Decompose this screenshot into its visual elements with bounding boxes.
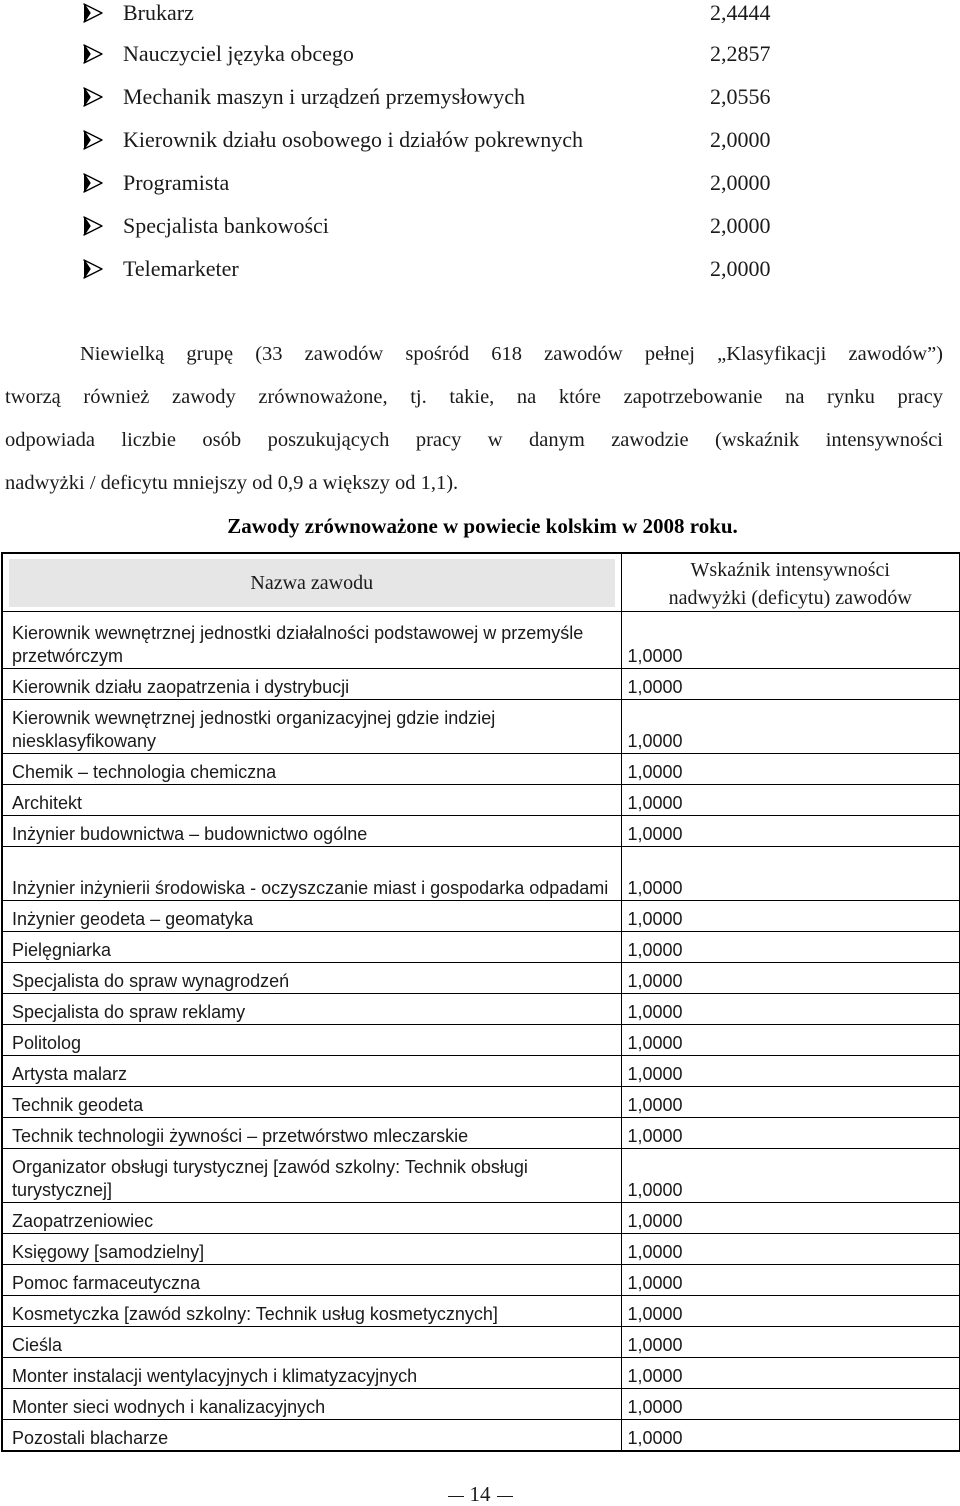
occupation-name-cell: Specjalista do spraw reklamy	[2, 994, 621, 1025]
list-item	[0, 0, 960, 30]
arrow-bullet-icon	[82, 259, 104, 279]
table-row	[2, 1358, 960, 1389]
occupation-index-cell: 1,0000	[621, 1265, 960, 1296]
occupation-name-cell: Inżynier budownictwa – budownictwo ogólne	[2, 816, 621, 847]
table-row	[2, 754, 960, 785]
paragraph-line: tworzą również zawody zrównoważone, tj. takie, na które zapotrzebowanie na rynku pracy	[5, 386, 943, 408]
occupation-index-cell: 1,0000	[621, 932, 960, 963]
occupations-table	[1, 552, 960, 1452]
table-row	[2, 1265, 960, 1296]
table-row	[2, 1234, 960, 1265]
table-row	[2, 785, 960, 816]
occupation-index-cell: 1,0000	[621, 1118, 960, 1149]
occupation-name-cell: Architekt	[2, 785, 621, 816]
table-header-row	[2, 553, 960, 612]
table-row	[2, 994, 960, 1025]
table-row	[2, 1025, 960, 1056]
list-item	[0, 170, 960, 200]
occupation-name-cell: Kierownik działu zaopatrzenia i dystrybucji	[2, 669, 621, 700]
list-item	[0, 256, 960, 286]
table-row	[2, 1296, 960, 1327]
occupation-name: Mechanik maszyn i urządzeń przemysłowych	[123, 84, 525, 109]
occupation-index-cell: 1,0000	[621, 901, 960, 932]
occupation-index-cell: 1,0000	[621, 785, 960, 816]
table-row	[2, 847, 960, 901]
occupation-name-cell: Kierownik wewnętrznej jednostki działalności podstawowej w przemyśle przetwórczym	[2, 612, 621, 669]
occupation-name-cell: Inżynier inżynierii środowiska - oczyszczanie miast i gospodarka odpadami	[2, 847, 621, 901]
column-header-name-text: Nazwa zawodu	[9, 559, 615, 607]
body-paragraph	[5, 333, 943, 505]
occupation-index: 2,0000	[710, 256, 771, 281]
list-item	[0, 41, 960, 71]
occupation-name-cell: Zaopatrzeniowiec	[2, 1203, 621, 1234]
occupation-index-cell: 1,0000	[621, 1327, 960, 1358]
occupation-name-cell: Monter instalacji wentylacyjnych i klimatyzacyjnych	[2, 1358, 621, 1389]
table-row	[2, 1087, 960, 1118]
occupation-name: Specjalista bankowości	[123, 213, 329, 238]
occupation-name-cell: Pomoc farmaceutyczna	[2, 1265, 621, 1296]
occupation-name-cell: Specjalista do spraw wynagrodzeń	[2, 963, 621, 994]
occupation-index-cell: 1,0000	[621, 612, 960, 669]
occupation-index-cell: 1,0000	[621, 1149, 960, 1203]
occupation-index-cell: 1,0000	[621, 1087, 960, 1118]
occupation-index-cell: 1,0000	[621, 669, 960, 700]
table-row	[2, 1056, 960, 1087]
occupation-name-cell: Politolog	[2, 1025, 621, 1056]
table-row	[2, 1327, 960, 1358]
occupation-index-cell: 1,0000	[621, 1389, 960, 1420]
occupation-index: 2,0000	[710, 127, 771, 152]
table-row	[2, 901, 960, 932]
table-row	[2, 1389, 960, 1420]
occupation-index: 2,2857	[710, 41, 771, 66]
paragraph-line: odpowiada liczbie osób poszukujących pracy w danym zawodzie (wskaźnik intensywności	[5, 429, 943, 451]
table-title	[0, 511, 960, 541]
arrow-bullet-icon	[82, 3, 104, 23]
occupation-name-cell: Pozostali blacharze	[2, 1420, 621, 1452]
occupation-name-cell: Kosmetyczka [zawód szkolny: Technik usług kosmetycznych]	[2, 1296, 621, 1327]
column-header-name	[2, 553, 621, 612]
arrow-bullet-icon	[82, 130, 104, 150]
occupation-index-cell: 1,0000	[621, 847, 960, 901]
occupation-name-cell: Monter sieci wodnych i kanalizacyjnych	[2, 1389, 621, 1420]
occupation-index-cell: 1,0000	[621, 963, 960, 994]
arrow-bullet-icon	[82, 87, 104, 107]
page-number-text: 14	[469, 1482, 491, 1506]
arrow-bullet-icon	[82, 216, 104, 236]
occupation-index-cell: 1,0000	[621, 754, 960, 785]
occupation-name-cell: Organizator obsługi turystycznej [zawód szkolny: Technik obsługi turystycznej]	[2, 1149, 621, 1203]
table-row	[2, 1203, 960, 1234]
occupation-name-cell: Chemik – technologia chemiczna	[2, 754, 621, 785]
occupation-index-cell: 1,0000	[621, 816, 960, 847]
occupation-name: Telemarketer	[123, 256, 239, 281]
occupation-index: 2,0000	[710, 213, 771, 238]
occupation-name-cell: Cieśla	[2, 1327, 621, 1358]
occupation-index-cell: 1,0000	[621, 1296, 960, 1327]
occupation-index-cell: 1,0000	[621, 1025, 960, 1056]
table-row	[2, 1118, 960, 1149]
occupation-index-cell: 1,0000	[621, 1234, 960, 1265]
page-number-dash-right	[497, 1496, 513, 1497]
table-row	[2, 612, 960, 669]
list-item	[0, 127, 960, 157]
occupation-name-cell: Inżynier geodeta – geomatyka	[2, 901, 621, 932]
list-item	[0, 84, 960, 114]
paragraph-line: Niewielką grupę (33 zawodów spośród 618 zawodów pełnej „Klasyfikacji zawodów”)	[80, 343, 943, 365]
occupation-name: Kierownik działu osobowego i działów pokrewnych	[123, 127, 584, 152]
arrow-bullet-icon	[82, 44, 104, 64]
table-row	[2, 1420, 960, 1452]
occupation-name: Programista	[123, 170, 230, 195]
table-row	[2, 700, 960, 754]
arrow-bullet-icon	[82, 173, 104, 193]
column-header-value	[621, 553, 960, 612]
occupation-name-cell: Pielęgniarka	[2, 932, 621, 963]
page-number-dash-left	[448, 1496, 464, 1497]
occupation-name-cell: Technik technologii żywności – przetwórstwo mleczarskie	[2, 1118, 621, 1149]
occupation-index: 2,0556	[710, 84, 771, 109]
occupation-name: Brukarz	[123, 0, 194, 25]
occupation-index-cell: 1,0000	[621, 700, 960, 754]
column-header-value-line2: nadwyżki (deficytu) zawodów	[668, 586, 912, 609]
occupation-index: 2,4444	[710, 0, 771, 25]
table-row	[2, 1149, 960, 1203]
occupation-name-cell: Technik geodeta	[2, 1087, 621, 1118]
table-row	[2, 963, 960, 994]
occupation-index-cell: 1,0000	[621, 1203, 960, 1234]
table-title-text: Zawody zrównoważone w powiecie kolskim w 2008 roku.	[227, 514, 738, 538]
occupation-index-cell: 1,0000	[621, 1420, 960, 1452]
table-row	[2, 932, 960, 963]
table-row	[2, 669, 960, 700]
occupation-index-cell: 1,0000	[621, 994, 960, 1025]
paragraph-line: nadwyżki / deficytu mniejszy od 0,9 a większy od 1,1).	[5, 472, 459, 494]
table-row	[2, 816, 960, 847]
occupation-name: Nauczyciel języka obcego	[123, 41, 354, 66]
occupation-index-cell: 1,0000	[621, 1056, 960, 1087]
occupation-name-cell: Artysta malarz	[2, 1056, 621, 1087]
occupation-name-cell: Księgowy [samodzielny]	[2, 1234, 621, 1265]
occupation-name-cell: Kierownik wewnętrznej jednostki organizacyjnej gdzie indziej niesklasyfikowany	[2, 700, 621, 754]
occupation-index-cell: 1,0000	[621, 1358, 960, 1389]
page-number	[0, 1482, 960, 1506]
column-header-value-line1: Wskaźnik intensywności	[690, 558, 890, 581]
occupation-index: 2,0000	[710, 170, 771, 195]
list-item	[0, 213, 960, 243]
